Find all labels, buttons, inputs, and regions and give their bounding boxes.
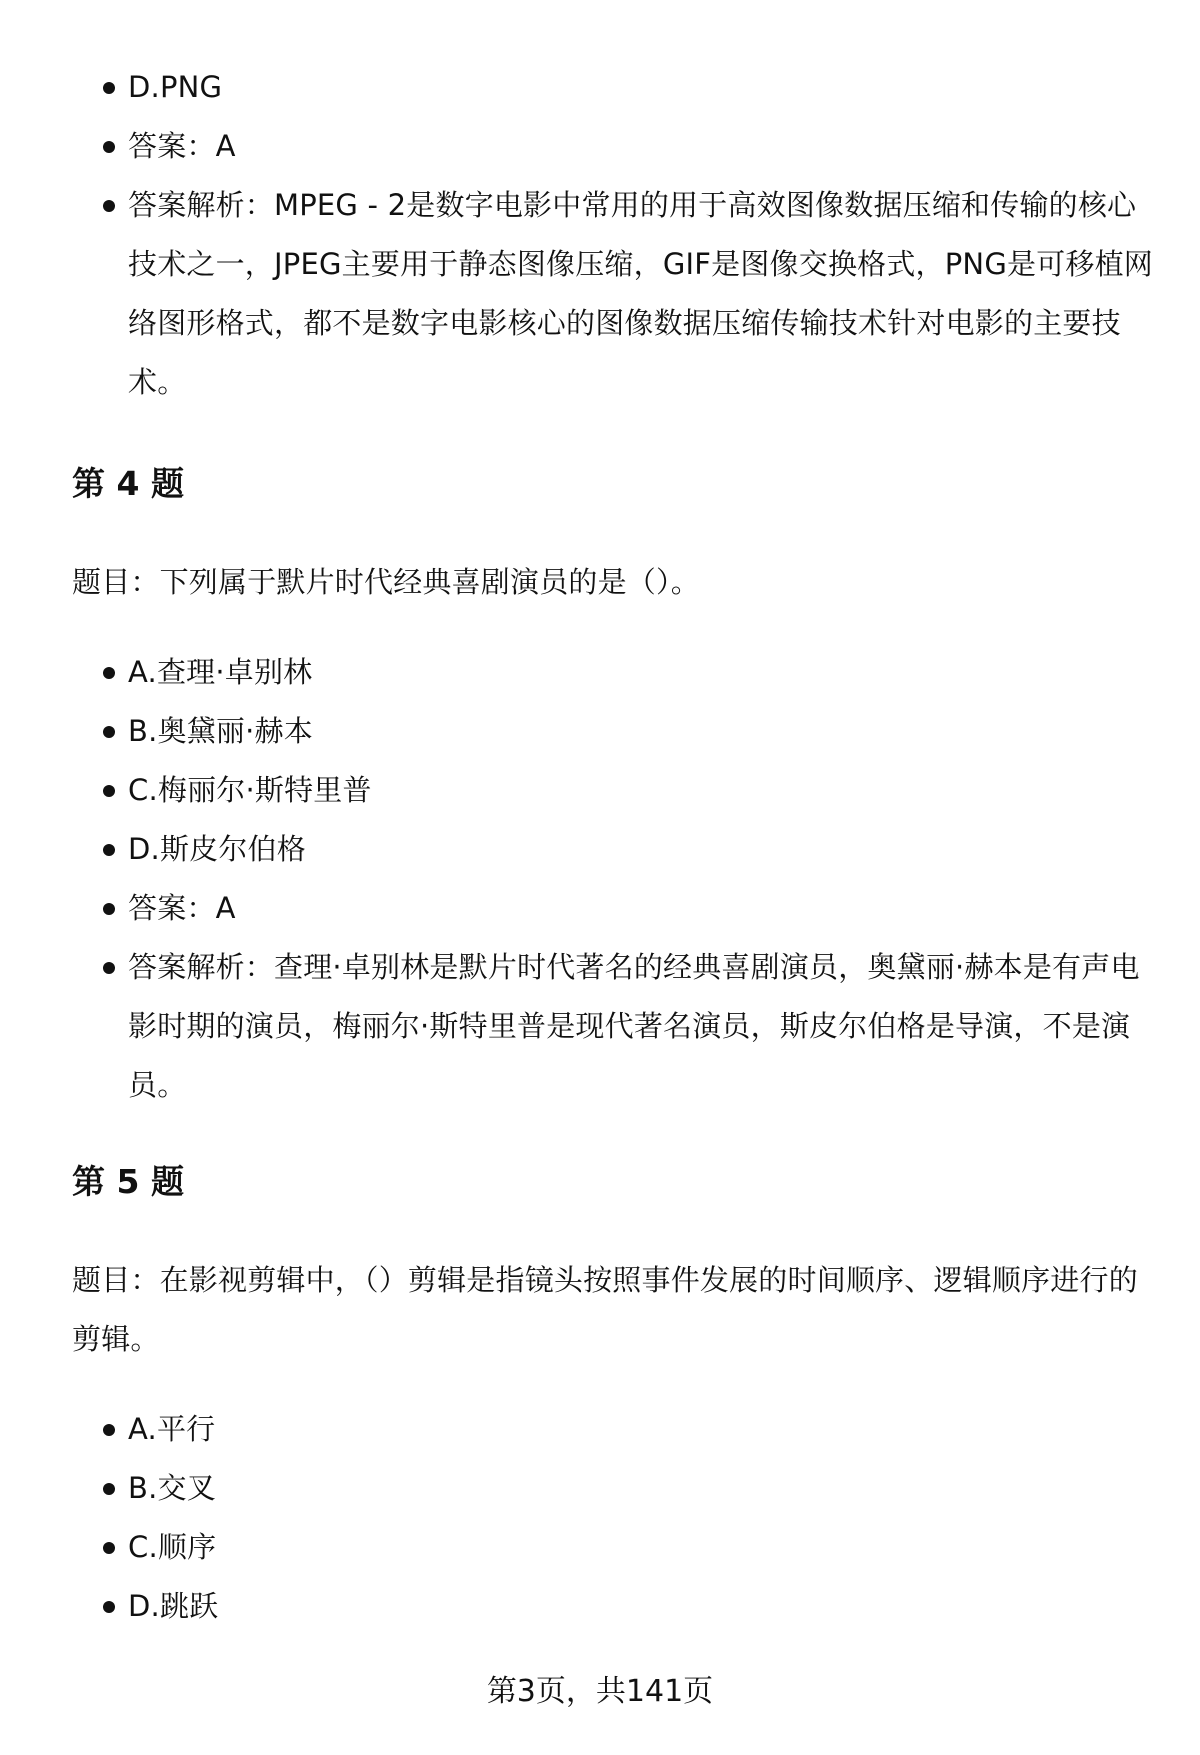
q5-heading: 第 5 题 [72, 1162, 184, 1201]
q4-explanation: 答案解析：查理·卓别林是默片时代著名的经典喜剧演员，奥黛丽·赫本是有声电影时期的演员，梅丽尔·斯特里普是现代著名演员，斯皮尔伯格是导演，不是演员。 [128, 938, 1158, 1115]
page-number-footer: 第3页，共141页 [486, 1674, 714, 1709]
q5-option-a: A.平行 [128, 1400, 1158, 1459]
q4-option-d: D.斯皮尔伯格 [128, 820, 1158, 879]
q4-option-b: B.奥黛丽·赫本 [128, 702, 1158, 761]
q3-answer: 答案：A [128, 117, 1158, 176]
q5-option-b: B.交叉 [128, 1459, 1158, 1518]
q5-option-d: D.跳跃 [128, 1577, 1158, 1636]
q4-heading: 第 4 题 [72, 464, 184, 503]
q3-option-d: D.PNG [128, 58, 1158, 117]
q4-option-a: A.查理·卓别林 [128, 643, 1158, 702]
q5-question: 题目：在影视剪辑中，（）剪辑是指镜头按照事件发展的时间顺序、逻辑顺序进行的剪辑。 [72, 1263, 1138, 1356]
q4-option-c: C.梅丽尔·斯特里普 [128, 761, 1158, 820]
q5-option-c: C.顺序 [128, 1518, 1158, 1577]
q4-answer: 答案：A [128, 879, 1158, 938]
q4-question: 题目：下列属于默片时代经典喜剧演员的是（）。 [72, 565, 700, 599]
q3-explanation: 答案解析：MPEG - 2是数字电影中常用的用于高效图像数据压缩和传输的核心技术之一，JPEG主要用于静态图像压缩，GIF是图像交换格式，PNG是可移植网络图形格式，都不是数字电影核心的图像数据压缩传输技术针对电影的主要技术。 [128, 176, 1158, 412]
